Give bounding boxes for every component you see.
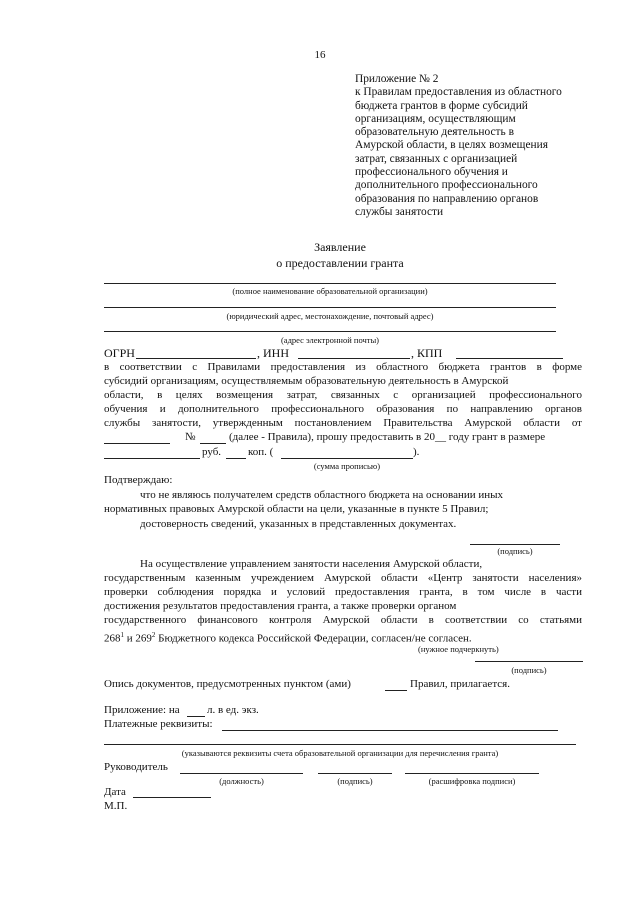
- confirm-line: достоверность сведений, указанных в представленных документах.: [140, 518, 457, 530]
- appendix-line: образовательную деятельность в: [355, 126, 514, 139]
- para1-line: в соответствии с Правилами предоставления из областного бюджета грантов в форме: [104, 361, 582, 373]
- confirm-line: что не являюсь получателем средств областного бюджета на основании иных: [140, 489, 504, 501]
- number-sign: №: [185, 431, 196, 443]
- appendix-line: бюджета грантов в форме субсидий: [355, 99, 528, 112]
- rub-label: руб.: [202, 446, 222, 458]
- payment-details-field[interactable]: [222, 730, 558, 731]
- inventory-rest: Правил, прилагается.: [410, 678, 510, 690]
- consent-text: Бюджетного кодекса Российской Федерации, согласен/не согласен.: [155, 632, 472, 645]
- article-269-sup: 2: [151, 631, 156, 639]
- kop-label: коп. (: [248, 446, 274, 458]
- date-field[interactable]: [133, 797, 211, 798]
- para2-line: государственным казенным учреждением Амурской области «Центр занятости населения»: [104, 572, 582, 584]
- amount-kop-field[interactable]: [226, 458, 246, 459]
- address-field[interactable]: [104, 307, 556, 308]
- appendix-line: профессионального обучения и: [355, 166, 508, 179]
- appendix-line: службы занятости: [355, 205, 444, 218]
- confirm-line: нормативных правовых Амурской области на цели, указанные в пункте 5 Правил;: [104, 503, 489, 515]
- signature-caption-1: (подпись): [497, 546, 533, 556]
- resolution-number-field[interactable]: [200, 443, 226, 444]
- page-number: 16: [314, 49, 326, 61]
- ogrn-field[interactable]: [136, 358, 256, 359]
- confirm-heading: Подтверждаю:: [104, 474, 173, 486]
- appendix-line: к Правилам предоставления из областного: [355, 86, 562, 99]
- stamp-label: М.П.: [104, 800, 128, 812]
- decoding-field[interactable]: [405, 773, 539, 774]
- amount-close: ).: [413, 446, 420, 458]
- appendix-line: дополнительного профессионального: [355, 179, 538, 192]
- email-caption: (адрес электронной почты): [280, 335, 380, 345]
- inn-field[interactable]: [298, 358, 410, 359]
- appendix-header: [355, 73, 562, 219]
- appendix-line: образования по направлению органов: [355, 192, 539, 205]
- signature-field-2[interactable]: [475, 661, 583, 662]
- document-title: Заявление: [314, 240, 366, 254]
- date-label: Дата: [104, 786, 126, 798]
- kpp-label: , КПП: [411, 346, 443, 360]
- document-subtitle: о предоставлении гранта: [276, 256, 404, 270]
- inventory-clause-field[interactable]: [385, 690, 407, 691]
- ogrn-label: ОГРН: [104, 346, 135, 360]
- appendix-line: Амурской области, в целях возмещения: [355, 139, 548, 152]
- payment-label: Платежные реквизиты:: [104, 718, 213, 730]
- para1-line: обучения и дополнительного профессионального образования по направлению органов: [104, 403, 582, 415]
- decoding-caption: (расшифровка подписи): [428, 776, 516, 786]
- position-field[interactable]: [180, 773, 303, 774]
- para2-line: достижения результатов предоставления гранта, а также проверки органом: [104, 600, 457, 612]
- signature-caption-2: (подпись): [511, 665, 547, 675]
- head-label: Руководитель: [104, 761, 168, 773]
- para2-last-line: [104, 629, 472, 646]
- para1-line: субсидий организациям, осуществляемым образовательную деятельность в Амурской: [104, 375, 509, 387]
- para1-line: службы занятости, утвержденным постановлением Правительства Амурской области от: [104, 417, 582, 429]
- bank-caption: (указываются реквизиты счета образовательной организации для перечисления гранта): [181, 748, 499, 758]
- signature-caption-3: (подпись): [337, 776, 373, 786]
- signature-field-1[interactable]: [470, 544, 560, 545]
- attachment-label: Приложение: на: [104, 704, 180, 716]
- underline-note: (нужное подчеркнуть): [418, 644, 499, 654]
- para1-line: области, в целях возмещения затрат, связанных с организацией профессионального: [104, 389, 582, 401]
- inventory-text: Опись документов, предусмотренных пунктом (ами): [104, 678, 351, 690]
- position-caption: (должность): [219, 776, 264, 786]
- para2-line: проверки соблюдения порядка и условий предоставления гранта, в том числе в части: [104, 586, 582, 598]
- resolution-date-field[interactable]: [104, 443, 170, 444]
- inn-label: , ИНН: [257, 346, 289, 360]
- appendix-line: организациям, осуществляющим: [355, 112, 516, 125]
- para2-line: государственного финансового контроля Амурской области в соответствии со статьями: [104, 614, 582, 626]
- signature-field-3[interactable]: [318, 773, 392, 774]
- org-name-caption: (полное наименование образовательной организации): [232, 286, 428, 296]
- para1-line6-rest: (далее - Правила), прошу предоставить в 20__ году грант в размере: [229, 431, 546, 443]
- sum-words-caption: (сумма прописью): [313, 461, 381, 471]
- email-field[interactable]: [104, 331, 556, 332]
- article-268: 268: [104, 632, 121, 645]
- attachment-pages-field[interactable]: [187, 716, 205, 717]
- article-268-sup: 1: [120, 631, 124, 639]
- para2-line: На осуществление управлением занятости населения Амурской области,: [140, 558, 483, 570]
- appendix-line: Приложение № 2: [355, 73, 439, 85]
- kpp-field[interactable]: [456, 358, 563, 359]
- amount-words-field[interactable]: [281, 458, 413, 459]
- article-269: и 269: [124, 632, 152, 645]
- attachment-rest: л. в ед. экз.: [207, 704, 259, 716]
- amount-rub-field[interactable]: [104, 458, 200, 459]
- payment-details-field-2[interactable]: [104, 744, 576, 745]
- address-caption: (юридический адрес, местонахождение, почтовый адрес): [226, 311, 434, 321]
- org-name-field[interactable]: [104, 283, 556, 284]
- appendix-line: затрат, связанных с организацией: [355, 152, 518, 165]
